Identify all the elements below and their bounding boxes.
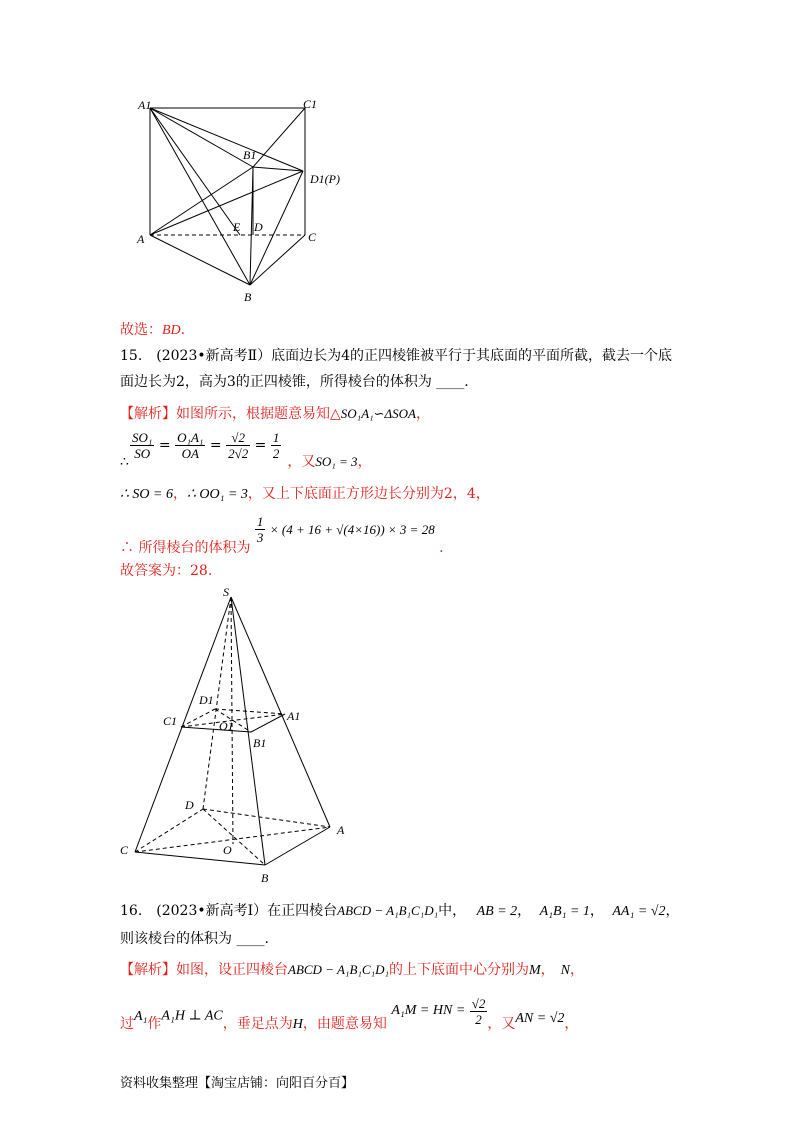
ratio-left: $\frac{\text{SO₁}}{SO}$ — [132, 430, 153, 461]
volume-expr: × (4 + 16 + √(4×16)) × 3 = 28 — [269, 521, 435, 537]
q15-volume-line: ∴ 所得棱台的体积为 $\frac{1}{3}$ × (4 + 16 + √(4×16)) × 3 = 28 . — [120, 514, 444, 556]
label-A: A — [137, 232, 145, 246]
label-B1: B1 — [253, 736, 267, 750]
volume-frac: $\frac{1}{3}$ — [256, 514, 264, 545]
q16-analysis-line2: 过A₁作A₁H ⊥ AC，垂足点为H，由题意易知 A₁M = HN = $\frac{√2}{2}$ ，又AN = √2， — [120, 996, 579, 1032]
label-B: B — [261, 871, 269, 885]
ratio-mid: $\frac{\text{O₁A₁}}{OA}$ — [177, 430, 204, 461]
q15-line2: 面边长为2，高为3的正四棱锥，所得棱台的体积为 ____. — [120, 374, 469, 390]
label-O1: O1 — [219, 719, 234, 733]
label-A1: A1 — [138, 98, 152, 112]
q15-line1: 15. (2023•新高考Ⅱ）底面边长为4的正四棱锥被平行于其底面的平面所截，截去一个底 — [120, 348, 673, 364]
label-A: A — [337, 823, 345, 837]
volume-text: ∴ 所得棱台的体积为 — [120, 539, 251, 556]
answer-prefix: 故选： — [120, 322, 162, 338]
label-B1: B1 — [243, 148, 257, 162]
label-O: O — [223, 843, 232, 857]
analysis-tag: 【解析】 — [120, 406, 176, 422]
q15-answer: 故答案为：28. — [120, 563, 213, 579]
ratio-root: $\frac{√2}{2√2}$ — [228, 430, 249, 461]
q16-line1: 16. (2023•新高考Ⅰ）在正四棱台ABCD − A₁B₁C₁D₁中， AB = 2， A₁B₁ = 1， AA₁ = √2， — [120, 903, 680, 919]
q15-therefore-line: ∴ ，又SO₁ = 3， — [120, 454, 372, 470]
ratio-half: $\frac{1}{2}$ — [272, 430, 280, 461]
label-D1: D1 — [199, 693, 214, 707]
label-B: B — [244, 290, 252, 304]
label-C1: C1 — [303, 97, 318, 111]
label-D1P: D1(P) — [310, 172, 340, 186]
label-D: D — [254, 220, 263, 234]
so1-expr: SO₁ = 3 — [315, 454, 358, 469]
edge-text: ，又上下底面正方形边长分别为2，4， — [247, 486, 490, 502]
similar-expr: SO₁A₁∽ΔSOA — [340, 406, 417, 421]
q16-line2: 则该棱台的体积为 ____. — [120, 931, 269, 947]
label-A1: A1 — [287, 709, 301, 723]
label-C1: C1 — [163, 714, 178, 728]
oo1-expr: ∴ OO₁ = 3 — [186, 487, 248, 502]
analysis-text: 如图所示，根据题意易知△ — [176, 406, 341, 422]
prism-figure — [125, 95, 365, 310]
q16-analysis-line1: 【解析】如图，设正四棱台ABCD − A₁B₁C₁D₁的上下底面中心分别为M， N， — [120, 962, 585, 978]
answer-value: BD — [162, 323, 181, 338]
also-text: ，又 — [287, 454, 316, 470]
label-C: C — [120, 843, 129, 857]
label-E: E — [233, 220, 241, 234]
q15-analysis-line1: 【解析】如图所示，根据题意易知△SO₁A₁∽ΔSOA， — [120, 406, 431, 422]
answer-suffix: . — [180, 322, 186, 338]
q15-so-line: ∴ SO = 6，∴ OO₁ = 3，又上下底面正方形边长分别为2，4， — [120, 486, 490, 502]
q16-pre: 16. (2023•新高考Ⅰ）在正四棱台 — [120, 903, 338, 919]
pyramid-figure — [115, 582, 355, 887]
q15-ratio-line: $\frac{\text{SO₁}}{SO}$ = $\frac{\text{O₁A₁}}{OA}$ = $\frac{√2}{2√2}$ = $\frac{1}{2}$ — [132, 430, 280, 461]
label-C: C — [308, 230, 317, 244]
footer: 资料收集整理【淘宝店铺：向阳百分百】 — [120, 1076, 355, 1091]
label-D: D — [185, 798, 194, 812]
label-S: S — [223, 585, 229, 599]
so-expr: ∴ SO = 6 — [120, 487, 173, 502]
answer-14 — [120, 320, 185, 341]
q16-frac: $\frac{√2}{2}$ — [471, 996, 486, 1027]
